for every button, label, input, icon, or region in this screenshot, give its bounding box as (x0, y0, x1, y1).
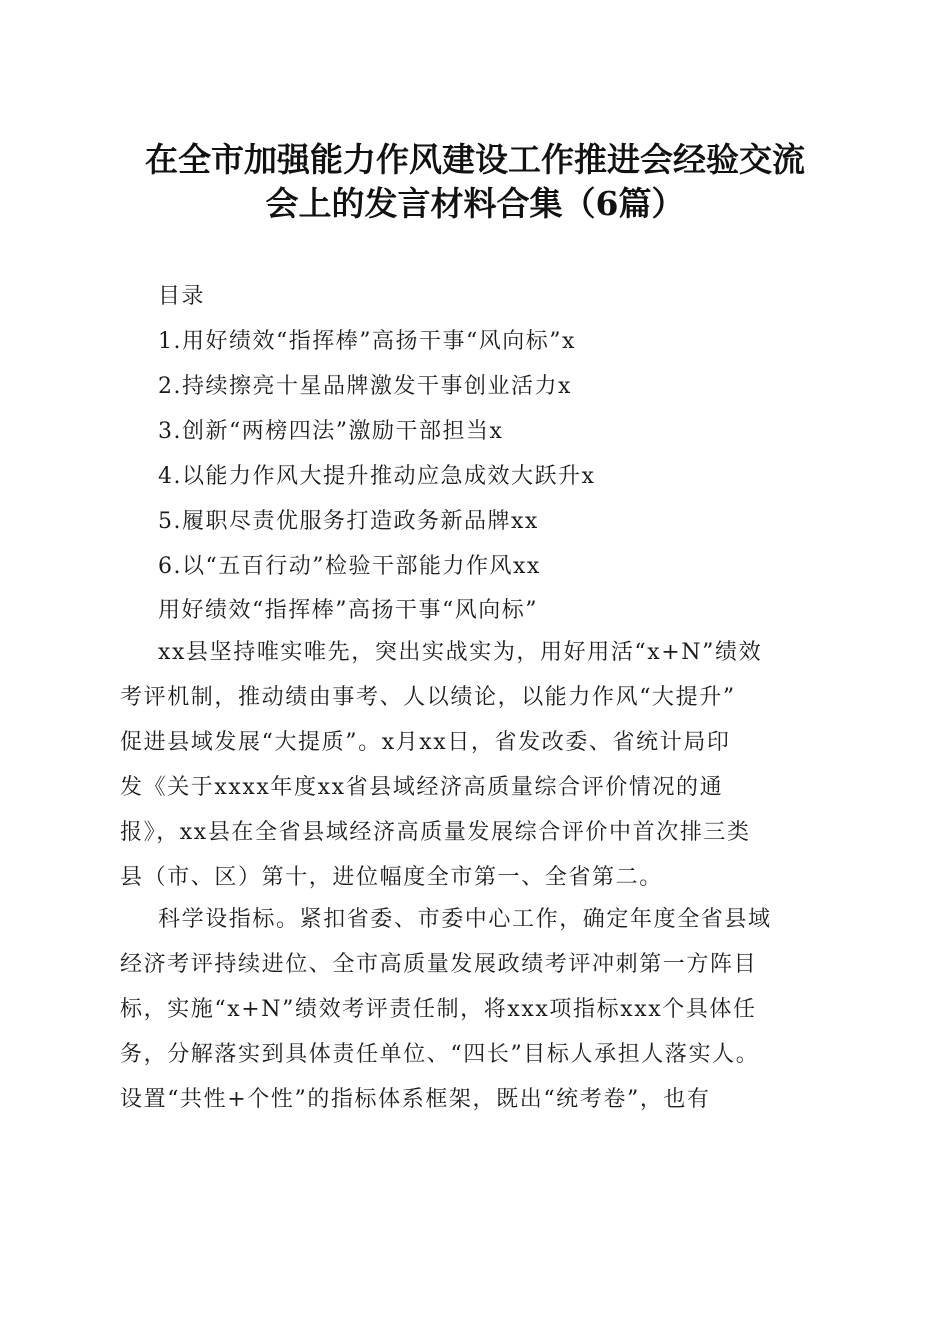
toc-item-2: 2.持续擦亮十星品牌激发干事创业活力x (158, 374, 572, 399)
paragraph-1-line: 促进县域发展“大提质”。x月xx日，省发改委、省统计局印 (120, 730, 731, 755)
document-title-line-2: 会上的发言材料合集（6篇） (265, 184, 685, 223)
toc-item-3: 3.创新“两榜四法”激励干部担当x (158, 419, 504, 444)
section-title: 用好绩效“指挥棒”高扬干事“风向标” (158, 598, 538, 623)
paragraph-1-line: 发《关于xxxx年度xx省县域经济高质量综合评价情况的通 (120, 775, 724, 800)
paragraph-1-line: 考评机制，推动绩由事考、人以绩论，以能力作风“大提升” (120, 685, 736, 710)
paragraph-2-line: 标，实施“x+N”绩效考评责任制，将xxx项指标xxx个具体任 (120, 997, 757, 1022)
toc-item-6: 6.以“五百行动”检验干部能力作风xx (158, 554, 541, 579)
toc-item-1: 1.用好绩效“指挥棒”高扬干事“风向标”x (158, 329, 576, 354)
paragraph-1-line: 报》，xx县在全省县域经济高质量发展综合评价中首次排三类 (120, 820, 751, 845)
paragraph-2-line: 务，分解落实到具体责任单位、“四长”目标人承担人落实人。 (120, 1042, 760, 1067)
paragraph-1-line: 县（市、区）第十，进位幅度全市第一、全省第二。 (120, 865, 663, 890)
document-title-line-1: 在全市加强能力作风建设工作推进会经验交流 (145, 140, 805, 179)
paragraph-1-line: xx县坚持唯实唯先，突出实战实为，用好用活“x+N”绩效 (158, 640, 763, 665)
paragraph-2-line: 经济考评持续进位、全市高质量发展政绩考评冲刺第一方阵目 (120, 952, 758, 977)
toc-item-5: 5.履职尽责优服务打造政务新品牌xx (158, 509, 539, 534)
toc-heading: 目录 (158, 284, 206, 309)
toc-item-4: 4.以能力作风大提升推动应急成效大跃升x (158, 464, 596, 489)
paragraph-2-line: 设置“共性+个性”的指标体系框架，既出“统考卷”，也有 (120, 1087, 711, 1112)
paragraph-2-line: 科学设指标。紧扣省委、市委中心工作，确定年度全省县域 (158, 907, 772, 932)
